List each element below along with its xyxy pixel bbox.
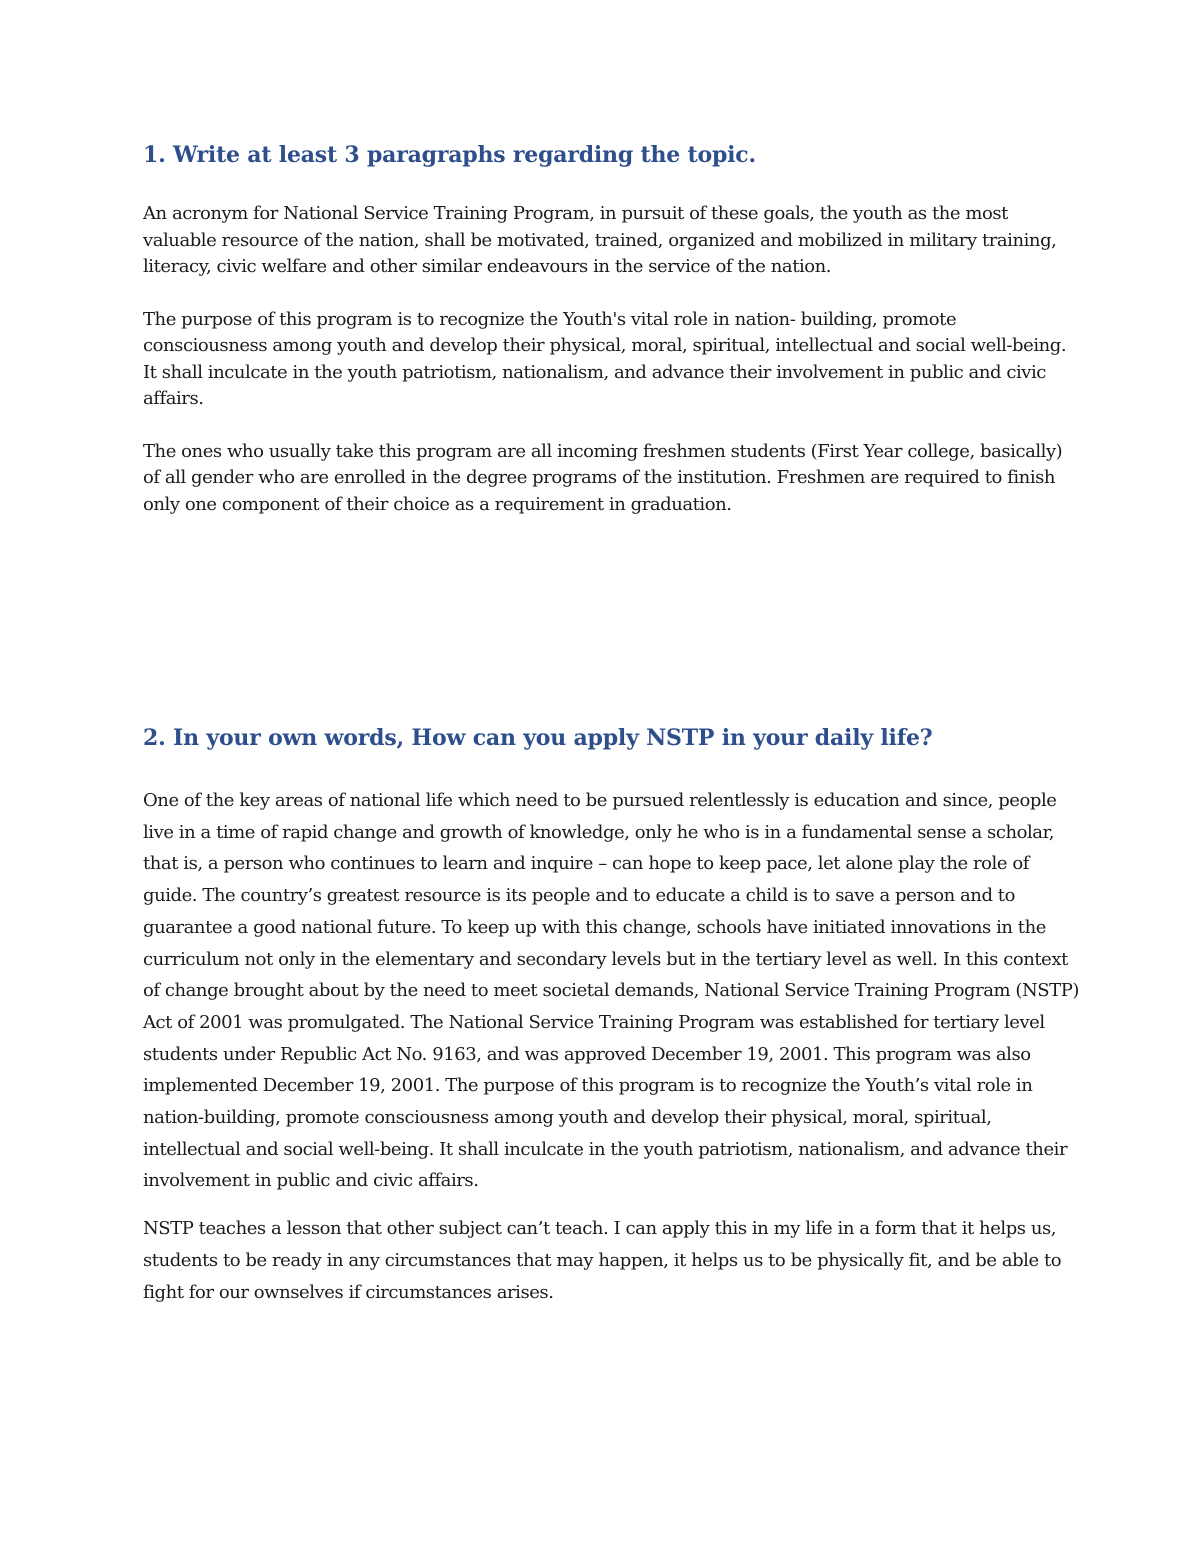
section-1-paragraph-2: The purpose of this program is to recognize the Youth's vital role in nation- building, promote consciousness among youth and develop their physical, moral, spiritual, intellectual and social well-being. It shall inculcate in the youth patriotism, nationalism, and advance their involvement in public and civic affairs.: [143, 308, 1067, 409]
section-1-paragraph-1: An acronym for National Service Training Program, in pursuit of these goals, the youth as the most valuable resource of the nation, shall be motivated, trained, organized and mobilized in military training, literacy, civic welfare and other similar endeavours in the service of the nation.: [143, 203, 1057, 277]
section-1-heading: 1. Write at least 3 paragraphs regarding the topic.: [143, 142, 756, 168]
section-1-body: [143, 201, 1083, 518]
section-1: [143, 142, 1083, 544]
section-2-paragraph-2: NSTP teaches a lesson that other subject can’t teach. I can apply this in my life in a form that it helps us, students to be ready in any circumstances that may happen, it helps us to be physically fit, and be able to fight for our ownselves if circumstances arises.: [143, 1218, 1062, 1303]
section-2: [143, 725, 1083, 1324]
section-2-heading: 2. In your own words, How can you apply NSTP in your daily life?: [143, 725, 933, 751]
section-1-paragraph-3: The ones who usually take this program are all incoming freshmen students (First Year college, basically) of all gender who are enrolled in the degree programs of the institution. Freshmen are required to finish only one component of their choice as a requirement in graduation.: [143, 440, 1063, 515]
section-2-paragraph-1: One of the key areas of national life which need to be pursued relentlessly is education and since, people live in a time of rapid change and growth of knowledge, only he who is in a fundamental sense a scholar, that is, a person who continues to learn and inquire – can hope to keep pace, let alone play the role of guide. The country’s greatest resource is its people and to educate a child is to save a person and to guarantee a good national future. To keep up with this change, schools have initiated innovations in the curriculum not only in the elementary and secondary levels but in the tertiary level as well. In this context of change brought about by the need to meet societal demands, National Service Training Program (NSTP) Act of 2001 was promulgated. The National Service Training Program was established for tertiary level students under Republic Act No. 9163, and was approved December 19, 2001. This program was also implemented December 19, 2001. The purpose of this program is to recognize the Youth’s vital role in nation-building, promote consciousness among youth and develop their physical, moral, spiritual, intellectual and social well-being. It shall inculcate in the youth patriotism, nationalism, and advance their involvement in public and civic affairs.: [143, 790, 1079, 1192]
section-2-body: [143, 785, 1083, 1308]
